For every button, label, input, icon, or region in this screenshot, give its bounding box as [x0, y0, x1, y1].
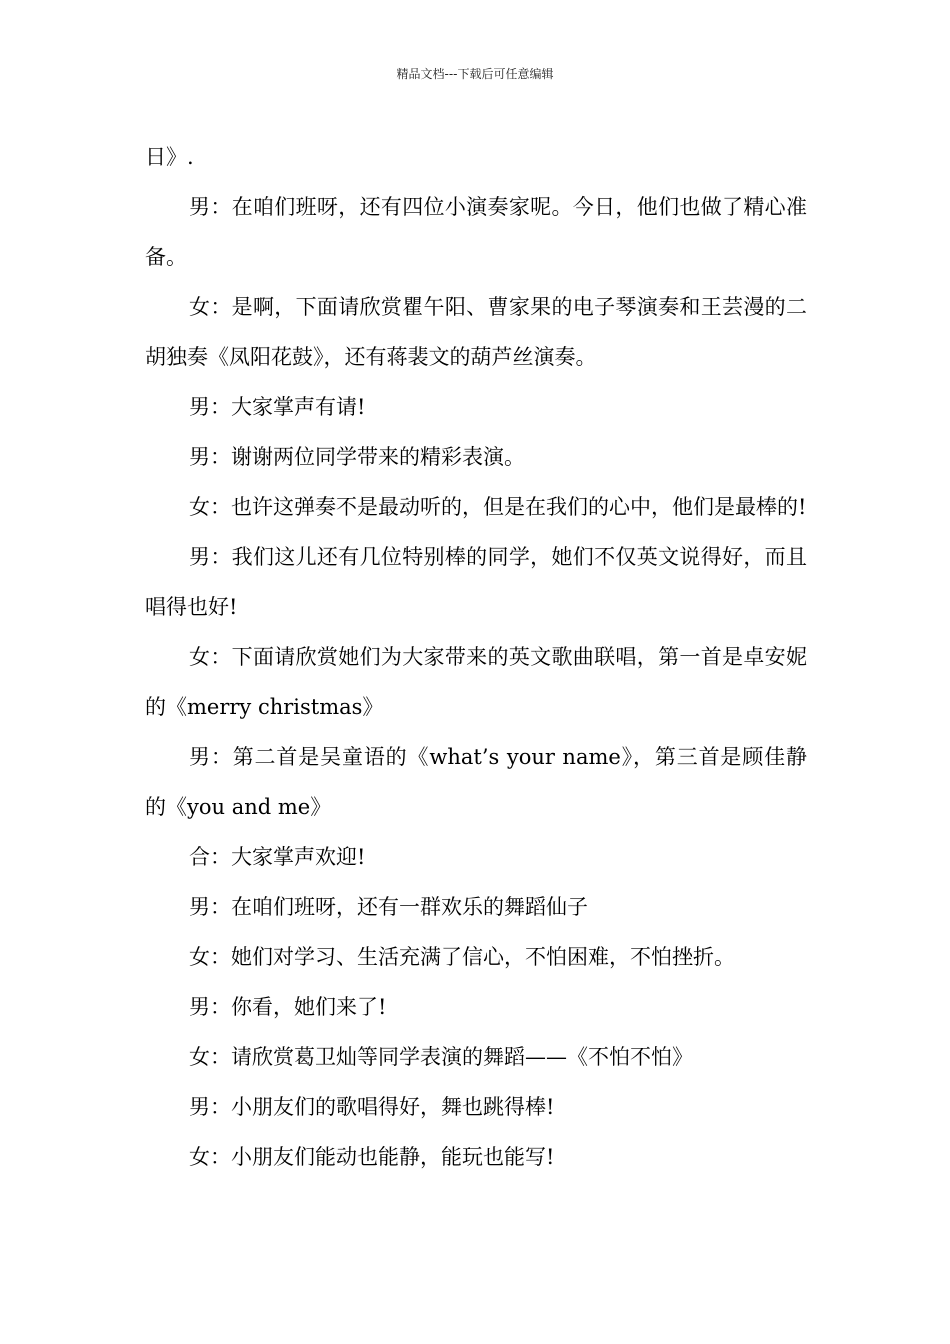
paragraph: 合：大家掌声欢迎!: [189, 845, 366, 869]
paragraph: 女：也许这弹奏不是最动听的，但是在我们的心中，他们是最棒的!: [189, 495, 807, 519]
paragraph: 女：是啊，下面请欣赏瞿午阳、曹家果的电子琴演奏和王芸漫的二胡独奏《凤阳花鼓》，还有蒋裴文的葫芦丝演奏。: [145, 295, 807, 369]
paragraph: 女：请欣赏葛卫灿等同学表演的舞蹈——《不怕不怕》: [189, 1045, 693, 1069]
paragraph: 男：大家掌声有请!: [189, 395, 366, 419]
paragraph: 男：谢谢两位同学带来的精彩表演。: [189, 445, 525, 469]
paragraph: 男：小朋友们的歌唱得好，舞也跳得棒!: [189, 1095, 555, 1119]
page-header: 精品文档---下载后可任意编辑: [396, 67, 554, 81]
paragraph: 女：她们对学习、生活充满了信心，不怕困难，不怕挫折。: [189, 945, 735, 969]
paragraph: 日》.: [145, 145, 194, 169]
paragraph: 女：小朋友们能动也能静，能玩也能写!: [189, 1145, 555, 1169]
paragraph: 男：第二首是吴童语的《what’s your name》，第三首是顾佳静的《you and me》: [145, 745, 807, 819]
document-body: [145, 132, 807, 1182]
paragraph: 男：在咱们班呀，还有一群欢乐的舞蹈仙子: [189, 895, 588, 919]
paragraph: 男：在咱们班呀，还有四位小演奏家呢。今日，他们也做了精心准备。: [145, 195, 807, 269]
paragraph: 女：下面请欣赏她们为大家带来的英文歌曲联唱，第一首是卓安妮的《merry christmas》: [145, 645, 807, 719]
paragraph: 男：我们这儿还有几位特别棒的同学，她们不仅英文说得好，而且唱得也好!: [145, 545, 807, 619]
paragraph: 男：你看，她们来了!: [189, 995, 387, 1019]
